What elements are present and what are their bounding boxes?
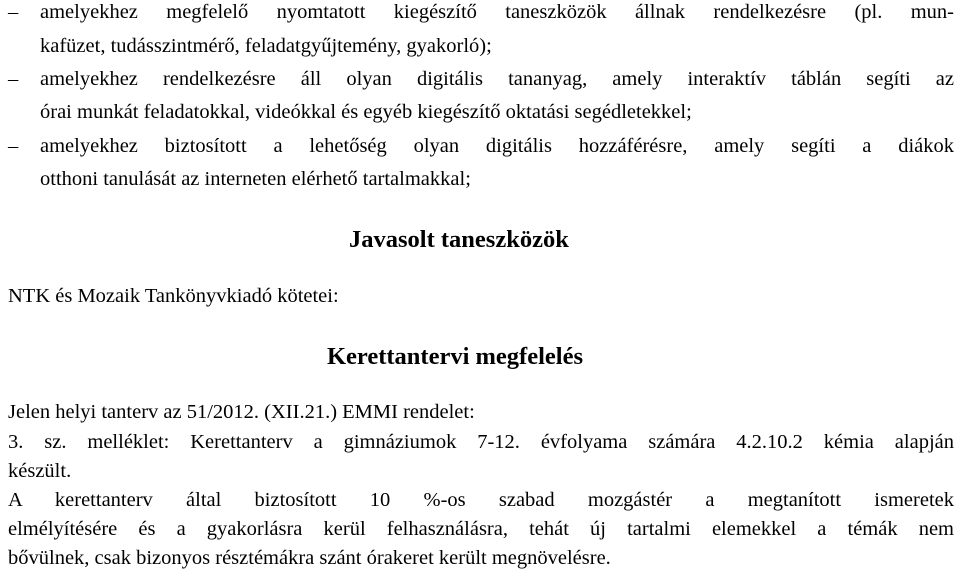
- list-item-2-line-2: órai munkát feladatokkal, videókkal és egyéb kiegészítő oktatási segédletekkel;: [40, 101, 692, 123]
- free-margin-line-3: bővülnek, csak bizonyos résztémákra szánt órakeret került megnövelésre.: [8, 547, 611, 569]
- section-heading-kerettantervi: Kerettantervi megfelelés: [327, 343, 583, 370]
- list-dash: –: [8, 135, 19, 157]
- list-item-1-line-2: kafüzet, tudásszintmérő, feladatgyűjtemény, gyakorló);: [40, 35, 492, 57]
- section-heading-javasolt: Javasolt taneszközök: [349, 226, 569, 253]
- list-item-3-line-1: amelyekhez biztosított a lehetőség olyan digitális hozzáférésre, amely segíti a diákok: [40, 135, 954, 157]
- curriculum-annex-line-1: 3. sz. melléklet: Kerettanterv a gimnáziumok 7-12. évfolyama számára 4.2.10.2 kémia alapján: [8, 431, 954, 453]
- curriculum-annex-line-2: készült.: [8, 460, 72, 482]
- curriculum-decree: Jelen helyi tanterv az 51/2012. (XII.21.) EMMI rendelet:: [8, 401, 475, 423]
- list-dash: –: [8, 68, 19, 90]
- list-dash: –: [8, 1, 19, 23]
- list-item-1-line-1: amelyekhez megfelelő nyomtatott kiegészítő taneszközök állnak rendelkezésre (pl. mun-: [40, 1, 954, 23]
- list-item-3-line-2: otthoni tanulását az interneten elérhető tartalmakkal;: [40, 168, 471, 190]
- free-margin-line-2: elmélyítésére és a gyakorlásra kerül felhasználásra, tehát új tartalmi elemekkel a témák nem: [8, 518, 954, 540]
- textbook-publishers: NTK és Mozaik Tankönyvkiadó kötetei:: [8, 285, 339, 307]
- list-item-2-line-1: amelyekhez rendelkezésre áll olyan digitális tananyag, amely interaktív táblán segíti az: [40, 68, 954, 90]
- free-margin-line-1: A kerettanterv által biztosított 10 %-os szabad mozgástér a megtanított ismeretek: [8, 489, 954, 511]
